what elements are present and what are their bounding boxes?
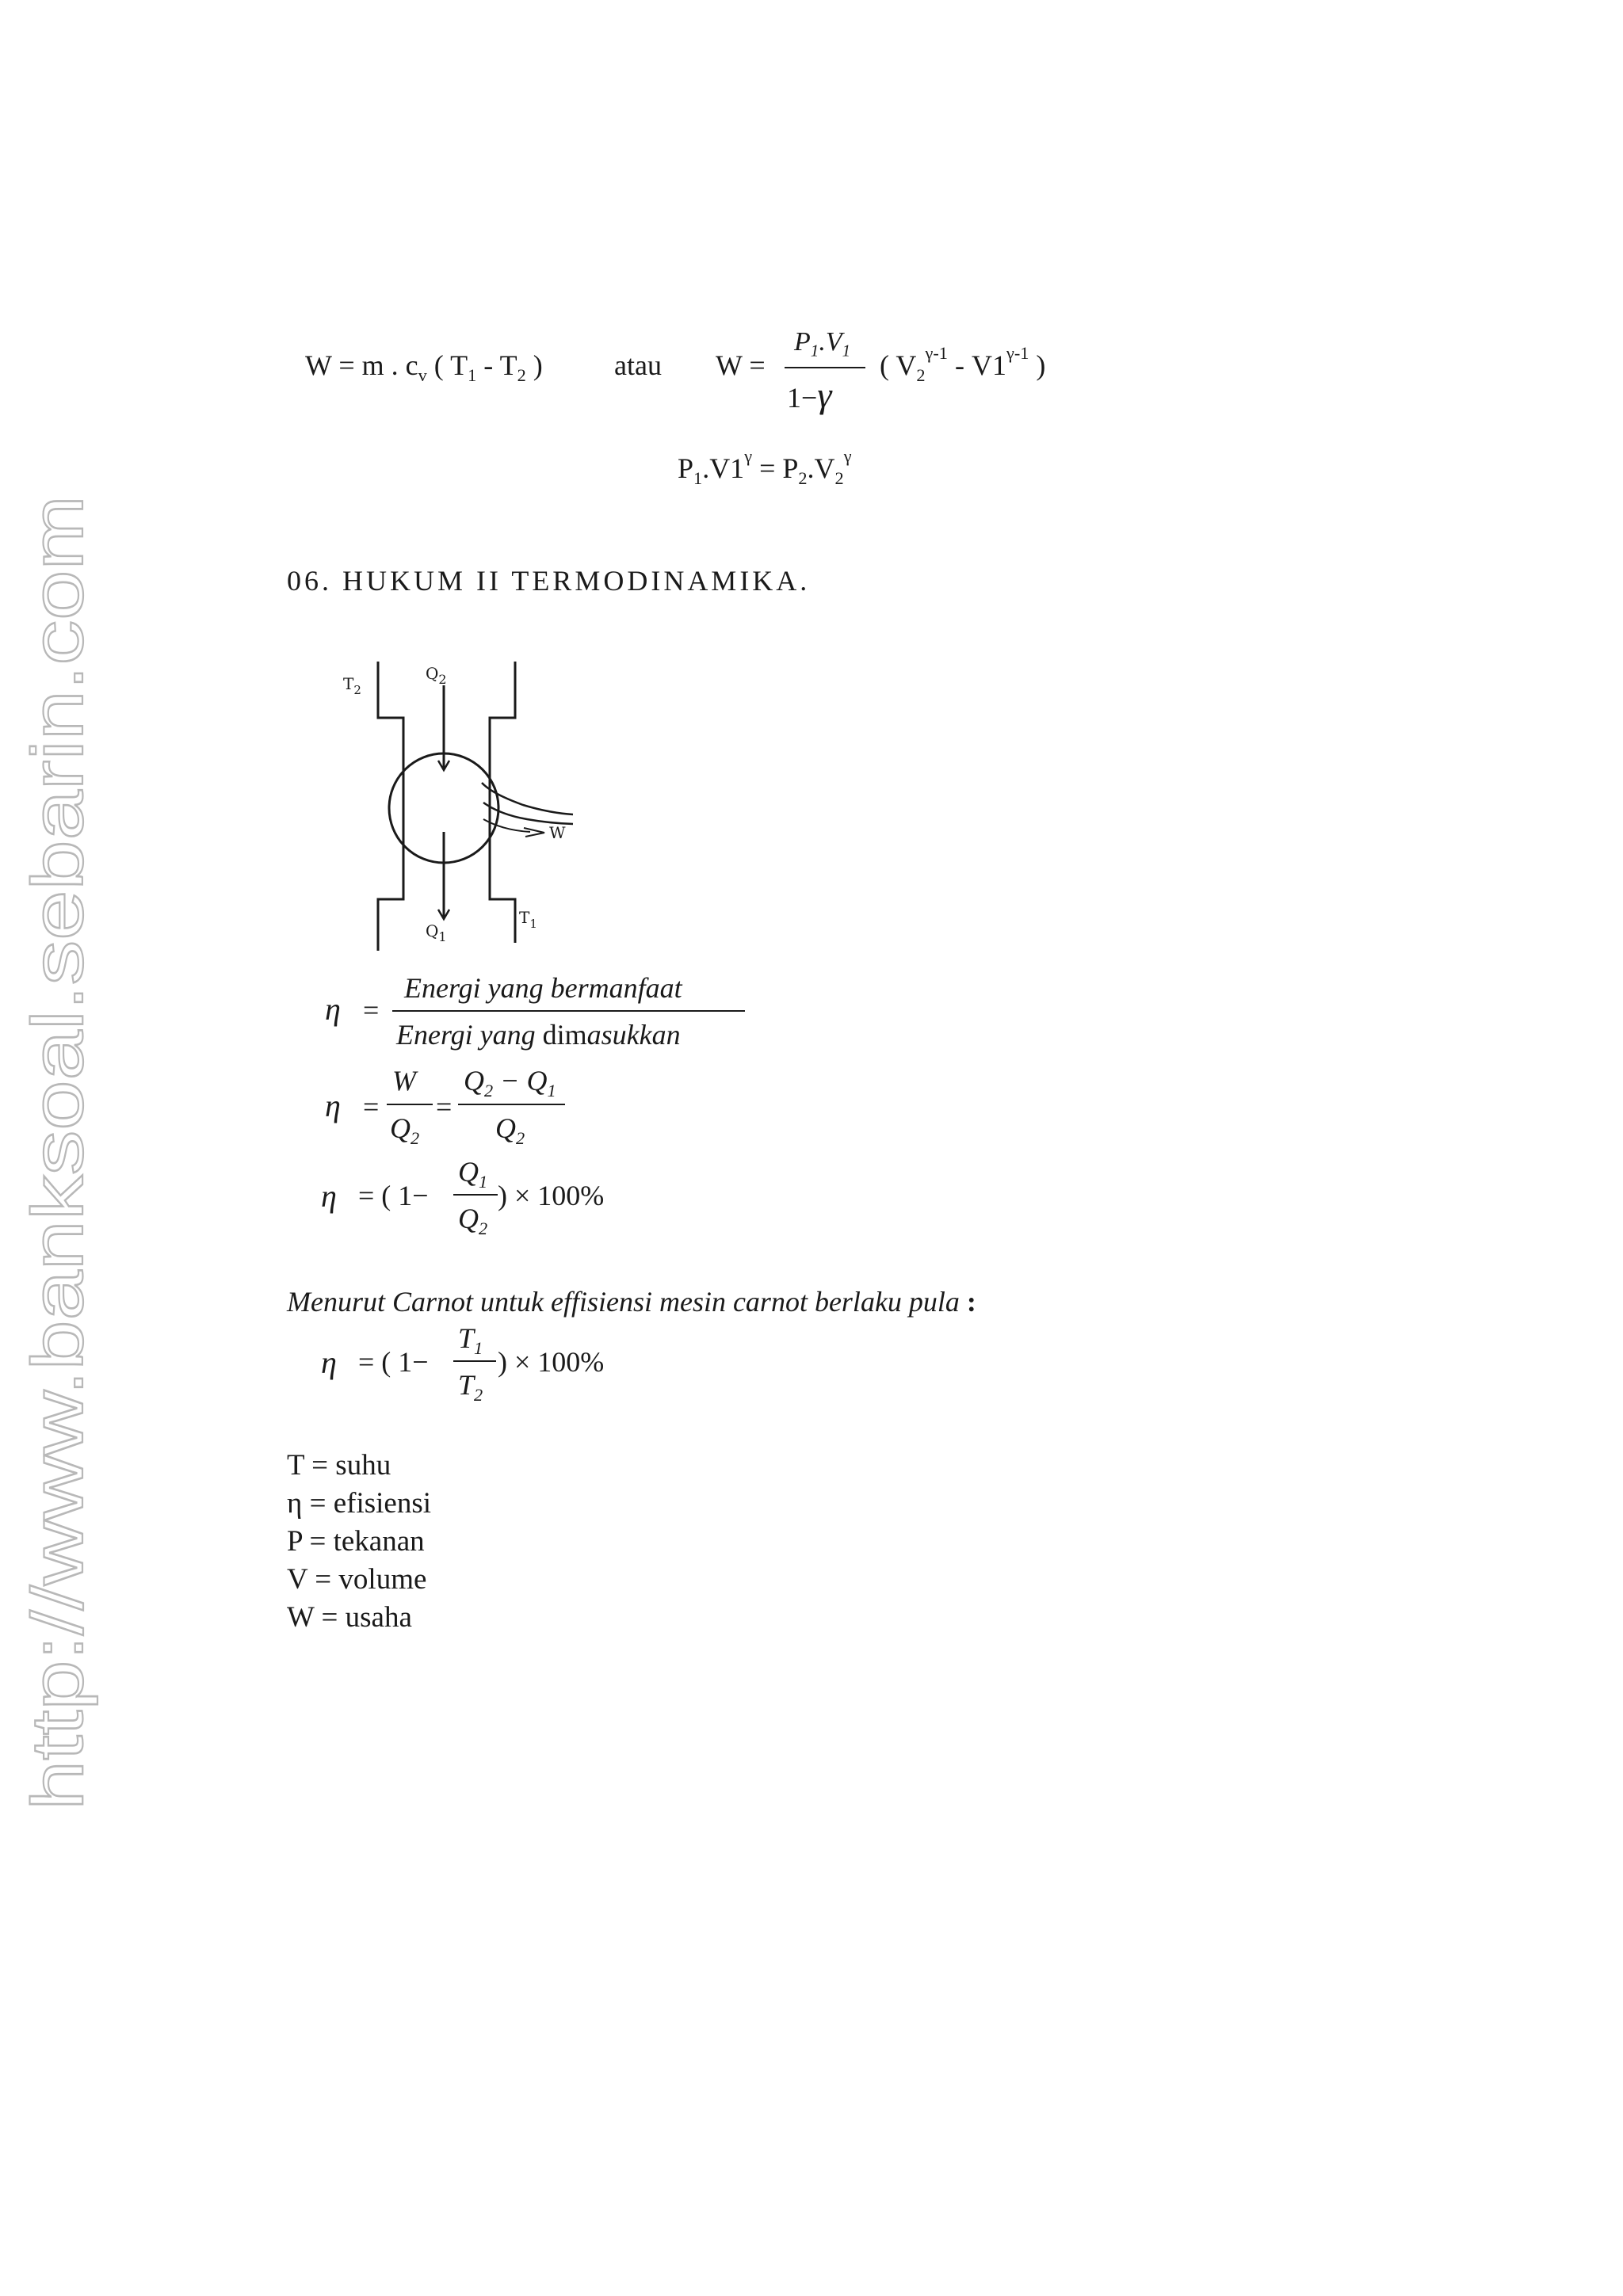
eq3-fraction-bar: [453, 1194, 498, 1196]
eq3-denominator: $Q_2$: [458, 1203, 488, 1238]
symbol-legend: [287, 1447, 431, 1637]
eq2-w: W: [392, 1065, 416, 1097]
eq3-tail: ) × 100%: [498, 1180, 605, 1211]
eq2-fraction-bar-right: [458, 1104, 565, 1105]
fraction-numerator: $P_1.V_1$: [794, 327, 851, 360]
fraction-denominator: 1−γ: [787, 375, 832, 415]
eq4-fraction-bar: [453, 1360, 496, 1362]
eq4-lead: = ( 1−: [358, 1346, 429, 1378]
eq2-numerator: $Q_2 - Q_1$: [464, 1065, 556, 1100]
eq1-eta: η: [325, 991, 341, 1027]
legend-item: T = suhu: [287, 1449, 391, 1482]
label-w: W: [549, 823, 566, 842]
watermark: [14, 491, 103, 1814]
heat-engine-diagram: [337, 650, 598, 959]
fraction-bar: [785, 367, 865, 368]
eq3-numerator: $Q_1$: [458, 1156, 488, 1192]
eq2-fraction-bar-left: [387, 1104, 433, 1105]
eq1-denominator: Energi yang dimasukkan: [396, 1019, 681, 1051]
section-heading: 06. HUKUM II TERMODINAMIKA.: [287, 565, 811, 597]
eq4-numerator: $T_1$: [458, 1322, 483, 1358]
eq2-equals: =: [363, 1091, 380, 1123]
eq1-numerator: Energi yang bermanfaat: [404, 972, 682, 1004]
label-q2: $Q_2$: [426, 664, 447, 687]
or-word: atau: [614, 349, 662, 381]
adiabatic-relation: $P_1.V1^\gamma = P_2.V_2^\gamma$: [678, 445, 852, 488]
eq4-eta: η: [321, 1344, 337, 1380]
eq2-denominator: $Q_2$: [495, 1112, 525, 1148]
label-q1: $Q_1$: [426, 921, 447, 944]
watermark-text: http://www.banksoal.sebarin.com: [17, 745, 98, 1810]
eq3-lead: = ( 1−: [358, 1180, 429, 1211]
work-formula-left: W = m . $c_v$ ( $T_1 - T_2$ ): [305, 349, 543, 385]
eq4-denominator: $T_2$: [458, 1369, 483, 1405]
legend-item: V = volume: [287, 1563, 427, 1596]
label-t1: $T_1$: [519, 908, 537, 931]
eq2-equals-mid: =: [436, 1091, 453, 1123]
legend-item: η = efisiensi: [287, 1487, 432, 1520]
volume-term: ( $V_2^{\gamma-1} - V1^{\gamma-1}$ ): [880, 342, 1046, 385]
eq2-q2-denominator: $Q_2$: [390, 1112, 420, 1148]
eq2-eta: η: [325, 1088, 341, 1123]
carnot-intro: Menurut Carnot untuk effisiensi mesin carnot berlaku pula :: [287, 1286, 976, 1318]
reservoir-wall-right: [490, 662, 515, 943]
eq4-tail: ) × 100%: [498, 1346, 605, 1378]
legend-item: W = usaha: [287, 1601, 412, 1634]
eq1-equals: =: [363, 994, 380, 1026]
legend-item: P = tekanan: [287, 1525, 425, 1558]
eq1-fraction-bar: [392, 1010, 745, 1012]
reservoir-wall-left: [378, 662, 403, 951]
w-equals: W =: [716, 349, 766, 381]
eq3-eta: η: [321, 1178, 337, 1214]
label-t2: $T_2$: [343, 674, 361, 697]
